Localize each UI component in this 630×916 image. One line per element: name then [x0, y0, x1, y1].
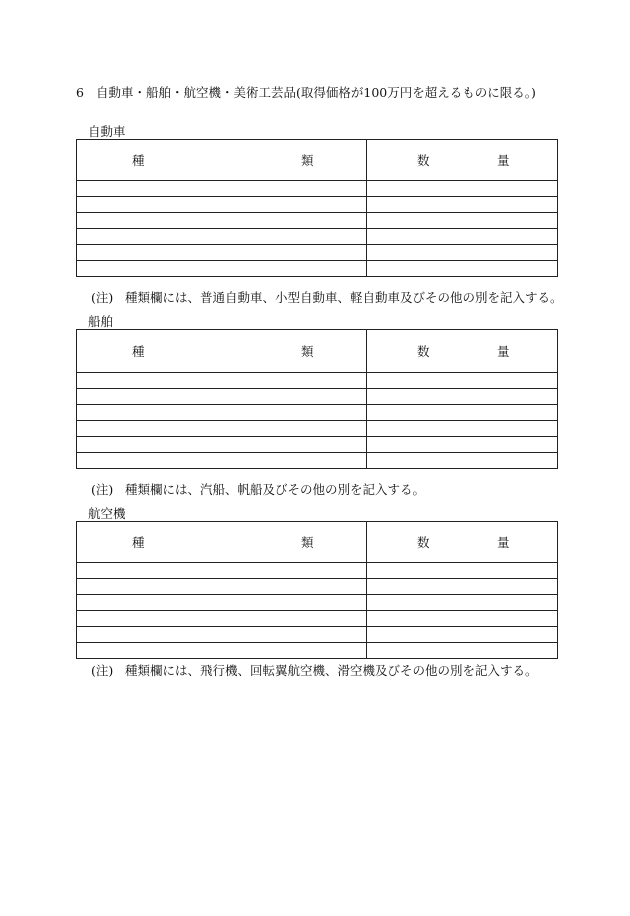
quantity-cell[interactable]: [367, 627, 558, 643]
quantity-cell[interactable]: [367, 389, 558, 405]
type-cell[interactable]: [77, 213, 367, 229]
table-row: [77, 643, 558, 659]
table-row: [77, 611, 558, 627]
note-prefix: (注): [91, 663, 114, 678]
table-row: [77, 437, 558, 453]
header-type-char-1: 種: [132, 153, 145, 168]
header-quantity: [367, 330, 558, 373]
section-heading: [76, 83, 536, 101]
header-type-char-1: 種: [132, 344, 145, 359]
table-row: [77, 389, 558, 405]
quantity-cell[interactable]: [367, 579, 558, 595]
table-row: [77, 197, 558, 213]
table-label-aircraft: 航空機: [88, 506, 126, 521]
quantity-cell[interactable]: [367, 453, 558, 469]
table-row: [77, 245, 558, 261]
type-cell[interactable]: [77, 453, 367, 469]
type-cell[interactable]: [77, 421, 367, 437]
type-cell[interactable]: [77, 197, 367, 213]
quantity-cell[interactable]: [367, 213, 558, 229]
table-row: [77, 627, 558, 643]
type-cell[interactable]: [77, 229, 367, 245]
table-row: [77, 261, 558, 277]
table-row: [77, 579, 558, 595]
header-quantity-char-1: 数: [417, 535, 430, 550]
note-text: 種類欄には、汽船、帆船及びその他の別を記入する。: [125, 482, 426, 497]
type-cell[interactable]: [77, 405, 367, 421]
table-label-automobile: 自動車: [88, 124, 126, 139]
aircraft-table: [76, 521, 558, 659]
note-text: 種類欄には、飛行機、回転翼航空機、滑空機及びその他の別を記入する。: [125, 663, 538, 678]
header-quantity: [367, 522, 558, 563]
header-type-char-2: 類: [301, 153, 314, 168]
quantity-cell[interactable]: [367, 405, 558, 421]
quantity-cell[interactable]: [367, 563, 558, 579]
section-number: 6: [76, 85, 84, 100]
quantity-cell[interactable]: [367, 229, 558, 245]
note-prefix: (注): [91, 290, 114, 305]
section-title: 自動車・船舶・航空機・美術工芸品(取得価格が100万円を超えるものに限る。): [96, 85, 536, 100]
table-row: [77, 453, 558, 469]
table-row: [77, 421, 558, 437]
quantity-cell[interactable]: [367, 643, 558, 659]
table-label-ship: 船舶: [88, 314, 114, 329]
type-cell[interactable]: [77, 611, 367, 627]
type-cell[interactable]: [77, 389, 367, 405]
note-text: 種類欄には、普通自動車、小型自動車、軽自動車及びその他の別を記入する。: [125, 290, 563, 305]
type-cell[interactable]: [77, 181, 367, 197]
type-cell[interactable]: [77, 595, 367, 611]
type-cell[interactable]: [77, 245, 367, 261]
automobile-table: [76, 139, 558, 277]
type-cell[interactable]: [77, 627, 367, 643]
quantity-cell[interactable]: [367, 611, 558, 627]
ship-table: [76, 329, 558, 469]
header-type-char-2: 類: [301, 535, 314, 550]
header-quantity-char-1: 数: [417, 344, 430, 359]
header-type: [77, 330, 367, 373]
table-row: [77, 405, 558, 421]
quantity-cell[interactable]: [367, 437, 558, 453]
table-row: [77, 229, 558, 245]
header-quantity-char-1: 数: [417, 153, 430, 168]
quantity-cell[interactable]: [367, 595, 558, 611]
header-type-char-1: 種: [132, 535, 145, 550]
header-quantity: [367, 140, 558, 181]
note-prefix: (注): [91, 482, 114, 497]
quantity-cell[interactable]: [367, 421, 558, 437]
quantity-cell[interactable]: [367, 261, 558, 277]
type-cell[interactable]: [77, 373, 367, 389]
aircraft-note: [91, 661, 538, 679]
ship-note: [91, 480, 425, 498]
quantity-cell[interactable]: [367, 245, 558, 261]
header-quantity-char-2: 量: [497, 344, 510, 359]
type-cell[interactable]: [77, 563, 367, 579]
header-type: [77, 522, 367, 563]
type-cell[interactable]: [77, 437, 367, 453]
type-cell[interactable]: [77, 261, 367, 277]
table-row: [77, 595, 558, 611]
quantity-cell[interactable]: [367, 373, 558, 389]
table-row: [77, 181, 558, 197]
header-type: [77, 140, 367, 181]
header-quantity-char-2: 量: [497, 153, 510, 168]
table-row: [77, 563, 558, 579]
quantity-cell[interactable]: [367, 181, 558, 197]
quantity-cell[interactable]: [367, 197, 558, 213]
table-row: [77, 213, 558, 229]
header-type-char-2: 類: [301, 344, 314, 359]
type-cell[interactable]: [77, 643, 367, 659]
header-quantity-char-2: 量: [497, 535, 510, 550]
type-cell[interactable]: [77, 579, 367, 595]
table-row: [77, 373, 558, 389]
automobile-note: [91, 288, 563, 306]
